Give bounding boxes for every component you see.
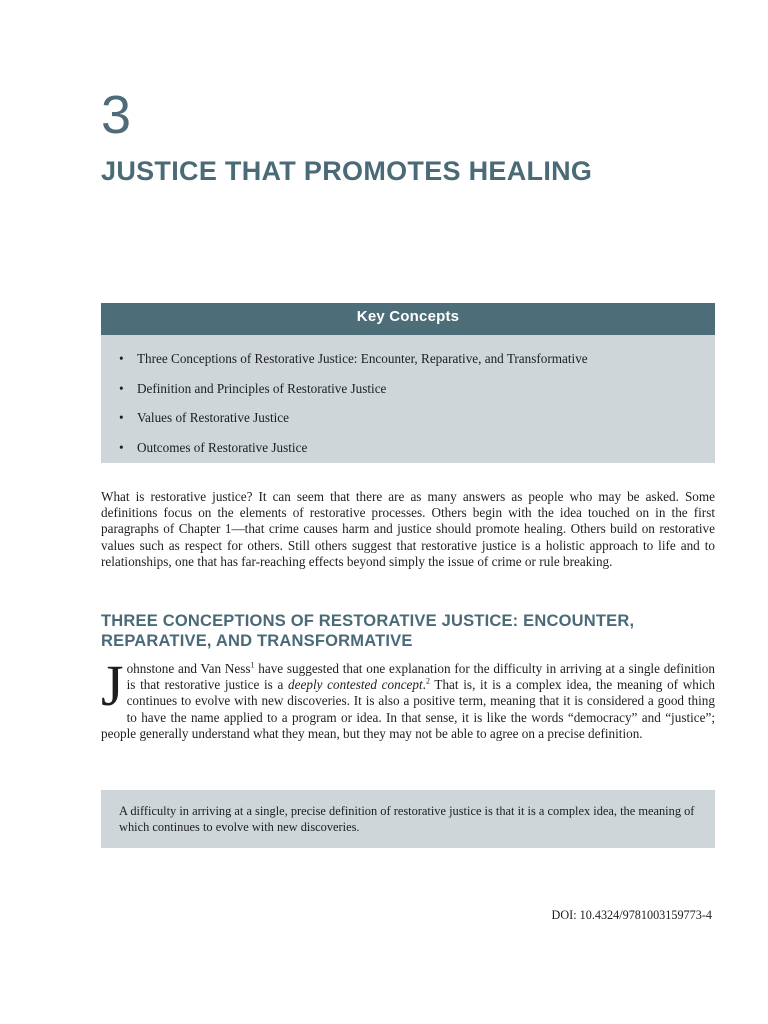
- section-heading: THREE CONCEPTIONS OF RESTORATIVE JUSTICE: ENCOUNTER, REPARATIVE, AND TRANSFORMATIVE: [101, 612, 635, 650]
- bullet-icon: •: [119, 439, 124, 455]
- chapter-number: 3: [101, 85, 132, 145]
- paragraph-text: That is, it is a complex idea, the meaning of which continues to evolve with new discoveries. It is also a positive term, meaning that it is considered a good thing to have the name applied to a program or idea. In that sense, it is like the words “democracy” and “justice”; people generally understand what they mean, but they may not be able to agree on a precise definition.: [101, 677, 715, 741]
- key-concepts-list: [101, 335, 715, 462]
- key-concepts-box: [101, 303, 715, 463]
- drop-cap: J: [101, 653, 124, 718]
- key-concept-text: Outcomes of Restorative Justice: [137, 439, 308, 455]
- callout-text: A difficulty in arriving at a single, precise definition of restorative justice is that it is a complex idea, the meaning of which continues to evolve with new discoveries.: [119, 804, 695, 834]
- key-concept-text: Definition and Principles of Restorative Justice: [137, 380, 387, 396]
- footnote-marker: 2: [425, 676, 430, 686]
- bullet-icon: •: [119, 380, 124, 396]
- bullet-icon: •: [119, 410, 124, 425]
- key-concept-item: [119, 344, 715, 374]
- footnote-marker: 1: [250, 660, 255, 670]
- callout-box: [101, 790, 715, 848]
- paragraph-text: ohnstone and Van Ness: [126, 661, 251, 676]
- section-paragraph: [101, 653, 715, 742]
- key-concept-text: Three Conceptions of Restorative Justice: Encounter, Reparative, and Transformative: [137, 351, 588, 366]
- doi-reference: DOI: 10.4324/9781003159773-4: [551, 908, 712, 922]
- key-concept-item: [119, 403, 715, 433]
- chapter-title: JUSTICE THAT PROMOTES HEALING: [101, 156, 593, 186]
- key-concept-item: [119, 433, 715, 463]
- key-concepts-heading: Key Concepts: [101, 303, 715, 335]
- intro-paragraph: What is restorative justice? It can seem that there are as many answers as people who may be asked. Some definitions focus on the elements of restorative processes. Others begin with the idea touched on in the first paragraphs of Chapter 1—that crime causes harm and justice should promote healing. Others build on restorative values such as respect for others. Still others suggest that restorative justice is a holistic approach to life and to relationships, one that has far-reaching effects beyond simply the issue of crime or rule breaking.: [101, 489, 715, 569]
- key-concept-text: Values of Restorative Justice: [137, 410, 289, 425]
- bullet-icon: •: [119, 351, 124, 366]
- emphasized-term: deeply contested concept: [288, 677, 423, 693]
- paragraph-text: .: [422, 677, 426, 693]
- key-concept-item: [119, 374, 715, 404]
- paragraph-text: have suggested that one explanation for the difficulty in arriving at a single definition is that restorative justice is a: [126, 661, 715, 693]
